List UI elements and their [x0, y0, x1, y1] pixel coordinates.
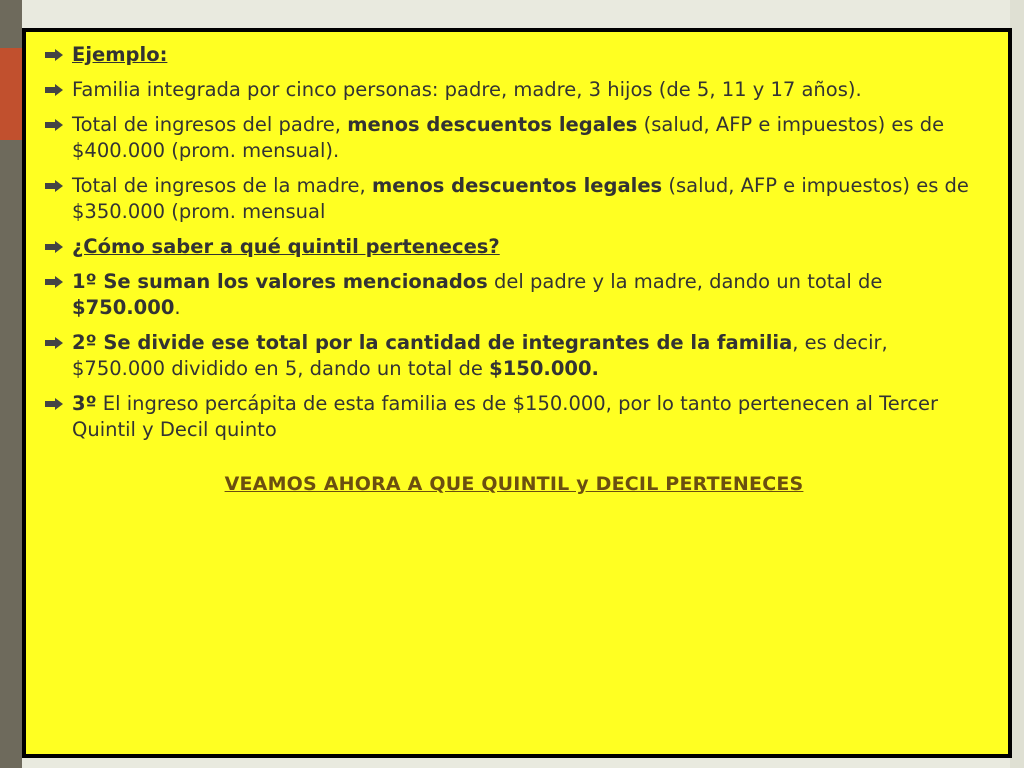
- slide-frame: [22, 28, 1012, 758]
- bullet-text-bold: 1º Se suman los valores mencionados: [72, 270, 488, 293]
- bullet-item-ingresos-padre: [44, 112, 984, 164]
- right-arrow-icon: [44, 241, 64, 253]
- bullet-text-post: (salud, AFP e impuestos) es de $350.000 (prom. mensual: [72, 174, 969, 223]
- bullet-text-bold: menos descuentos legales: [371, 174, 663, 197]
- right-arrow-icon: [44, 180, 64, 192]
- bullet-item-paso-2: [44, 330, 984, 382]
- right-background: [1010, 0, 1024, 768]
- bullet-item-ingresos-madre: [44, 173, 984, 225]
- closing-heading: VEAMOS AHORA A QUE QUINTIL y DECIL PERTENECES: [224, 473, 804, 495]
- bullet-text-mid: , es decir, $750.000 dividido en 5, dando un total de: [72, 331, 888, 380]
- bullet-item-paso-1: [44, 269, 984, 321]
- bullet-list: [44, 42, 984, 443]
- bullet-heading: ¿Cómo saber a qué quintil perteneces?: [72, 235, 500, 258]
- bullet-text-post: (salud, AFP e impuestos) es de $400.000 (prom. mensual).: [72, 113, 945, 162]
- right-arrow-icon: [44, 119, 64, 131]
- bullet-text-post: El ingreso percápita de esta familia es de $150.000, por lo tanto pertenecen al Tercer Quintil y Decil quinto: [72, 392, 939, 441]
- right-arrow-icon: [44, 337, 64, 349]
- bullet-item-paso-3: [44, 391, 984, 443]
- content-panel: [26, 32, 1008, 754]
- bullet-heading: Ejemplo:: [72, 43, 168, 66]
- bullet-text-bold-2: $150.000.: [489, 357, 599, 380]
- right-arrow-icon: [44, 276, 64, 288]
- right-arrow-icon: [44, 84, 64, 96]
- bullet-text-bold: 2º Se divide ese total por la cantidad de integrantes de la familia: [72, 331, 793, 354]
- bullet-item-ejemplo: [44, 42, 984, 68]
- bullet-text-pre: Total de ingresos del padre,: [72, 113, 348, 136]
- bullet-text-bold: 3º: [72, 392, 97, 415]
- bullet-text-bold: menos descuentos legales: [347, 113, 638, 136]
- bullet-text-mid: del padre y la madre, dando un total de: [487, 270, 883, 293]
- bullet-item-pregunta: [44, 234, 984, 260]
- bullet-text-pre: Total de ingresos de la madre,: [72, 174, 372, 197]
- accent-bar: [0, 48, 22, 140]
- right-arrow-icon: [44, 398, 64, 410]
- bullet-text-post: .: [174, 296, 181, 319]
- bullet-text: Familia integrada por cinco personas: padre, madre, 3 hijos (de 5, 11 y 17 años).: [72, 78, 862, 101]
- bullet-text-bold-2: $750.000: [72, 296, 175, 319]
- right-arrow-icon: [44, 49, 64, 61]
- bullet-item-familia: [44, 77, 984, 103]
